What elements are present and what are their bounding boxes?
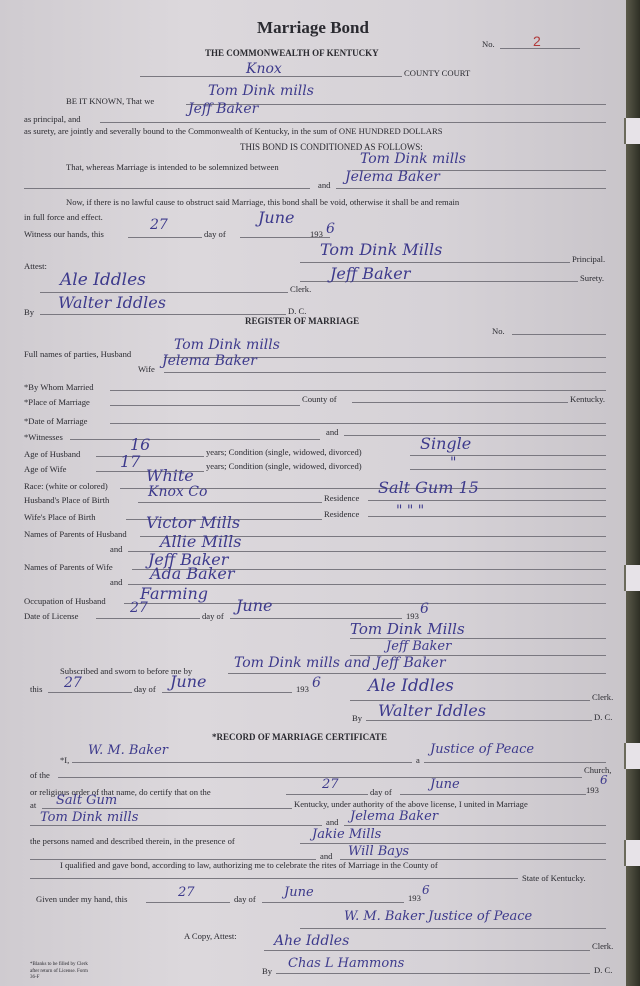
cert-witness-and: and (320, 851, 333, 861)
footnote: *Blanks to be filled by Clerk after return of License. Form 36-F (30, 962, 88, 980)
state-text: State of Kentucky. (522, 873, 586, 883)
date-of-marriage-label: *Date of Marriage (24, 416, 88, 426)
binder-tab (624, 118, 640, 144)
cert-groom-value: Tom Dink mills (40, 810, 139, 825)
be-it-known-label: BE IT KNOWN, That we (66, 96, 155, 106)
full-force-text: in full force and effect. (24, 212, 103, 222)
copy-clerk-label: Clerk. (592, 941, 614, 951)
cert-church-label: Church, (584, 765, 612, 775)
principal-label: Principal. (572, 254, 606, 264)
given-day-of: day of (234, 894, 256, 904)
condition-husband-label: years; Condition (single, widowed, divorced) (206, 447, 362, 457)
whereas-text: That, whereas Marriage is intended to be solemnized between (66, 162, 279, 172)
occupation-label: Occupation of Husband (24, 596, 106, 606)
party2-value: Jelema Baker (345, 169, 440, 185)
party1-value: Tom Dink mills (360, 151, 466, 167)
binder-edge (626, 0, 640, 986)
sworn-month: June (170, 672, 207, 691)
binder-tab (624, 743, 640, 769)
sworn-day-of: day of (134, 684, 156, 694)
age-wife-label: Age of Wife (24, 464, 67, 474)
county-court-label: COUNTY COURT (404, 68, 471, 78)
race-value: White (146, 466, 194, 485)
principal-value: Tom Dink mills (208, 83, 314, 99)
cert-year-digit: 6 (600, 773, 608, 787)
cert-of-the-label: of the (30, 770, 50, 780)
condition-wife-label: years; Condition (single, widowed, divorced) (206, 461, 362, 471)
surety-signature: Jeff Baker (330, 264, 411, 283)
copy-attest-label: A Copy, Attest: (184, 931, 237, 941)
bond-clerk-label: Clerk. (290, 284, 312, 294)
parents-wife-label: Names of Parents of Wife (24, 562, 113, 572)
cert-at-label: at (30, 800, 37, 810)
surety-text: as surety, are jointly and severally bound to the Commonwealth of Kentucky, in the sum of ONE HUNDRED DOLLARS (24, 126, 443, 136)
cert-and-label: and (326, 817, 339, 827)
cert-place-value: Salt Gum (56, 793, 118, 808)
given-year-prefix: 193 (408, 893, 421, 903)
husband-value: Tom Dink mills (174, 337, 280, 353)
officiant-title-value: Justice of Peace (430, 742, 535, 757)
register-dc-signature: Walter Iddles (378, 701, 486, 720)
husband-residence-value: Salt Gum 15 (378, 478, 479, 497)
register-signature-1: Tom Dink Mills (350, 620, 465, 638)
sworn-value: Tom Dink mills and Jeff Baker (234, 655, 446, 671)
given-label: Given under my hand, this (36, 894, 128, 904)
officiant-value: W. M. Baker (88, 743, 169, 758)
witness-label: Witness our hands, this (24, 229, 104, 239)
wife-residence-label: Residence (324, 509, 360, 519)
wife-birth-label: Wife's Place of Birth (24, 512, 96, 522)
certificate-heading: *RECORD OF MARRIAGE CERTIFICATE (212, 732, 387, 742)
cert-a-label: a (416, 755, 420, 765)
wife-residence-value: " " " (396, 503, 425, 519)
certificate-signature: W. M. Baker Justice of Peace (344, 909, 533, 924)
principal-signature: Tom Dink Mills (320, 240, 443, 259)
copy-clerk-signature: Ahe Iddles (274, 933, 350, 949)
license-day-of: day of (202, 611, 224, 621)
parents-husband-label: Names of Parents of Husband (24, 529, 127, 539)
cert-month: June (430, 777, 460, 792)
commonwealth-heading: THE COMMONWEALTH OF KENTUCKY (205, 48, 379, 58)
register-heading: REGISTER OF MARRIAGE (245, 316, 360, 326)
age-husband-value: 16 (130, 435, 151, 454)
register-clerk-signature: Ale Iddles (368, 676, 454, 696)
surety-value: Jeff Baker (188, 101, 259, 117)
license-date-label: Date of License (24, 611, 79, 621)
witnesses-label: *Witnesses (24, 432, 63, 442)
husband-birth-value: Knox Co (148, 484, 208, 500)
as-principal-label: as principal, and (24, 114, 81, 124)
bond-dc-label: D. C. (288, 306, 307, 316)
by-whom-label: *By Whom Married (24, 382, 94, 392)
persons-text: the persons named and described therein, in the presence of (30, 836, 235, 846)
witness-year-prefix: 193 (310, 229, 323, 239)
cert-witness1-value: Jakie Mills (312, 827, 382, 842)
given-year-digit: 6 (422, 883, 430, 897)
copy-dc-label: D. C. (594, 965, 613, 975)
sworn-day: 27 (64, 675, 82, 691)
license-day: 27 (130, 600, 148, 616)
attest-label: Attest: (24, 261, 47, 271)
husband-residence-label: Residence (324, 493, 360, 503)
county-of-label: County of (302, 394, 337, 404)
register-dc-label: D. C. (594, 712, 613, 722)
condition-husband-value: Single (420, 434, 472, 453)
copy-dc-signature: Chas L Hammons (288, 956, 405, 971)
parents-husband-1: Victor Mills (146, 513, 241, 532)
given-day: 27 (178, 885, 195, 900)
bond-by-label: By (24, 307, 35, 317)
conditioned-heading: THIS BOND IS CONDITIONED AS FOLLOWS: (240, 142, 423, 152)
sworn-this-label: this (30, 684, 43, 694)
cert-year-prefix: 193 (586, 785, 599, 795)
lawful-text: Now, if there is no lawful cause to obstruct said Marriage, this bond shall be void, otherwise it shall be and remain (66, 197, 460, 207)
wife-value: Jelema Baker (162, 353, 257, 369)
county-value: Knox (246, 61, 282, 77)
cert-i-label: *I, (60, 755, 70, 765)
wife-label: Wife (138, 364, 155, 374)
bond-no-label: No. (482, 39, 495, 49)
witness-day-of: day of (204, 229, 226, 239)
qualified-text: I qualified and gave bond, according to law, authorizing me to celebrate the rites of Marriage in the County of (60, 860, 438, 870)
age-husband-label: Age of Husband (24, 449, 81, 459)
register-signature-2: Jeff Baker (386, 639, 452, 654)
sworn-year-prefix: 193 (296, 684, 309, 694)
license-year-prefix: 193 (406, 611, 419, 621)
cert-day: 27 (322, 777, 339, 792)
register-clerk-label: Clerk. (592, 692, 614, 702)
bond-clerk-signature: Ale Iddles (60, 270, 146, 290)
kentucky-label: Kentucky. (570, 394, 605, 404)
husband-birth-label: Husband's Place of Birth (24, 495, 110, 505)
place-label: *Place of Marriage (24, 397, 90, 407)
authority-text: Kentucky, under authority of the above license, I united in Marriage (294, 799, 528, 809)
parents-wife-1: Jeff Baker (148, 550, 229, 569)
bond-no-value: 2 (533, 33, 541, 49)
race-label: Race: (white or colored) (24, 481, 108, 491)
given-month: June (284, 885, 314, 900)
cert-bride-value: Jelema Baker (350, 809, 439, 824)
binder-tab (624, 840, 640, 866)
sworn-year-digit: 6 (312, 675, 321, 691)
binder-tab (624, 565, 640, 591)
age-wife-value: 17 (120, 452, 141, 471)
sworn-label: Subscribed and sworn to before me by (60, 666, 193, 676)
witness-year-digit: 6 (326, 221, 335, 237)
bond-dc-signature: Walter Iddles (58, 293, 166, 312)
and-label-bond: and (318, 180, 331, 190)
witness-day: 27 (150, 217, 168, 233)
parents-husband-and: and (110, 544, 123, 554)
witness-month: June (258, 208, 295, 227)
husband-label: Full names of parties, Husband (24, 349, 132, 359)
parents-wife-and: and (110, 577, 123, 587)
document-title: Marriage Bond (257, 18, 369, 37)
parents-husband-2: Allie Mills (160, 532, 242, 551)
register-no-label: No. (492, 326, 505, 336)
license-month: June (236, 596, 273, 615)
cert-day-of: day of (370, 787, 392, 797)
religious-text: or religious order of that name, do certify that on the (30, 787, 211, 797)
register-by-label: By (352, 713, 363, 723)
occupation-value: Farming (140, 584, 209, 603)
surety-label: Surety. (580, 273, 605, 283)
witnesses-and-label: and (326, 427, 339, 437)
condition-wife-value: " (450, 455, 457, 471)
license-year-digit: 6 (420, 601, 429, 617)
cert-witness2-value: Will Bays (348, 844, 410, 859)
copy-by-label: By (262, 966, 273, 976)
parents-wife-2: Ada Baker (150, 564, 235, 583)
